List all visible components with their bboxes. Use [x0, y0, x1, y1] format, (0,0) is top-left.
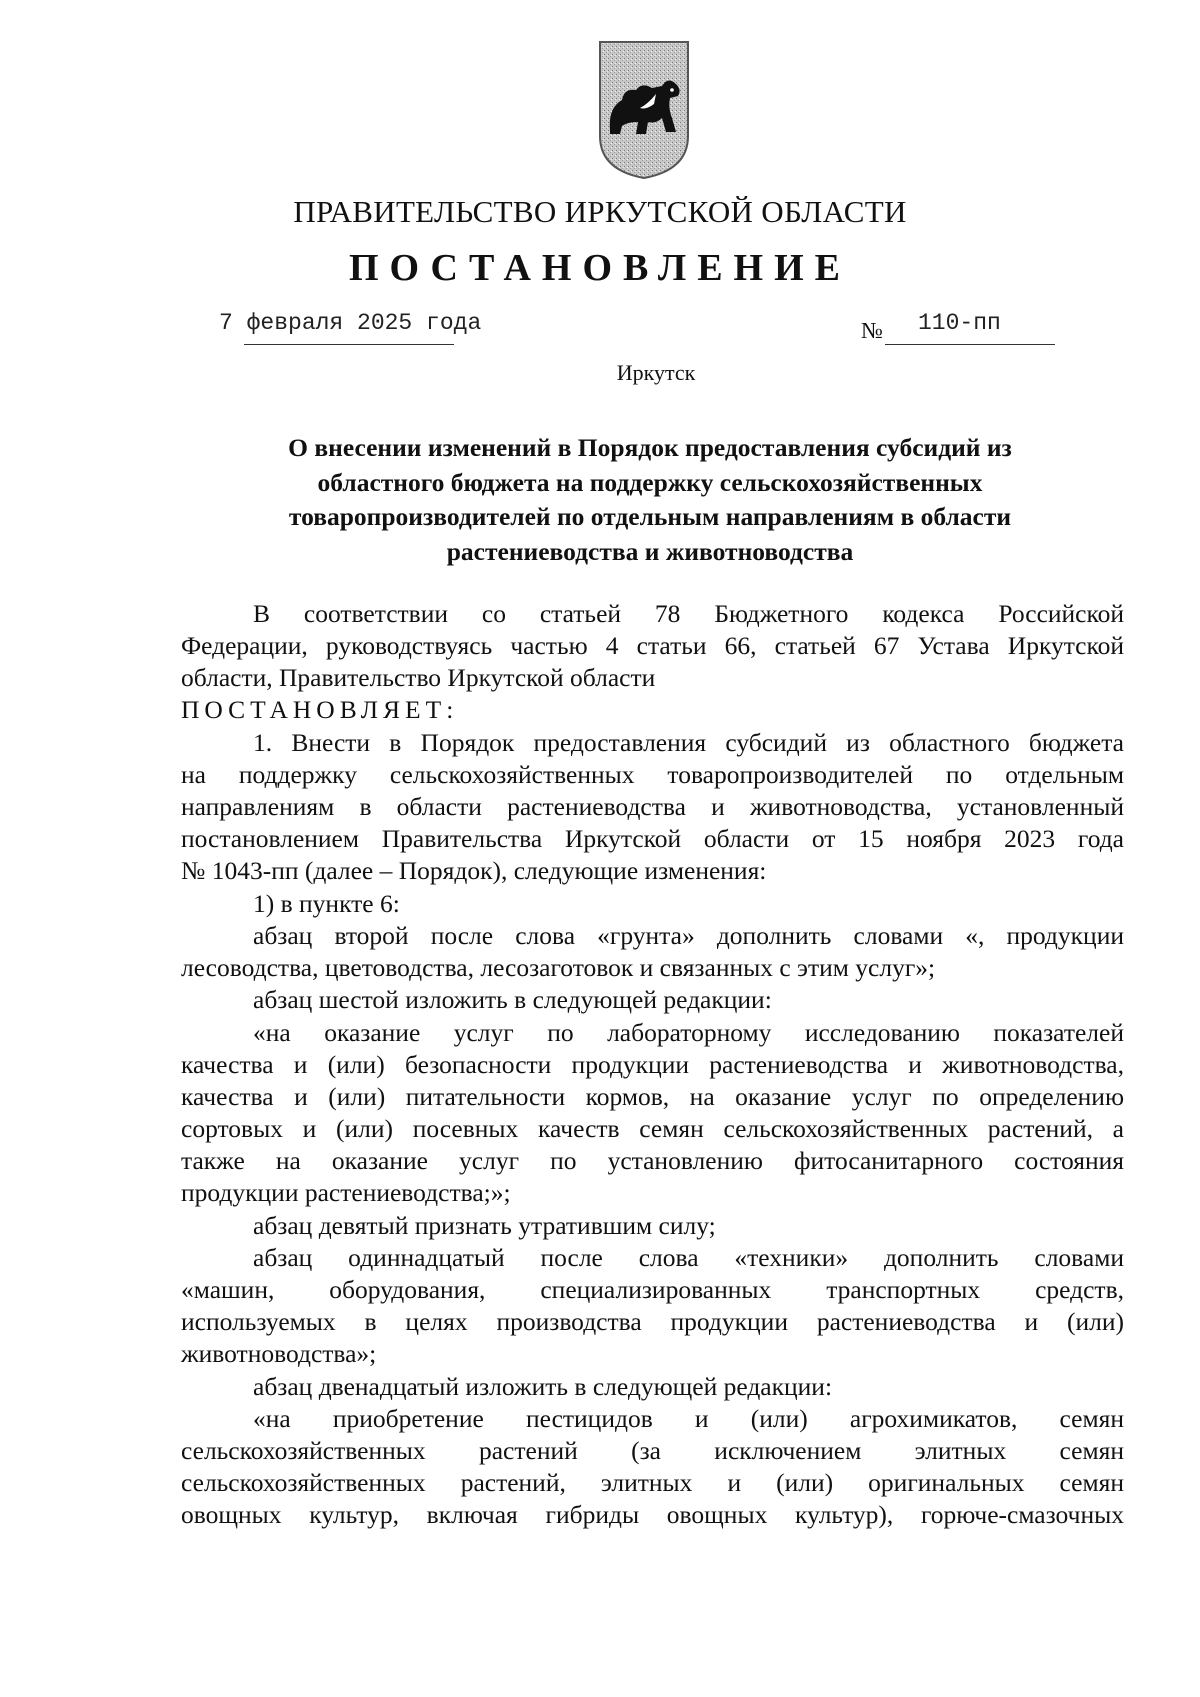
subject-line: О внесении изменений в Порядок предоставления субсидий из [288, 433, 1012, 462]
date-underline [244, 344, 454, 345]
document-type-title: ПОСТАНОВЛЕНИЕ [348, 247, 852, 289]
body-line: абзац шестой изложить в следующей редакции: [253, 985, 772, 1014]
body-line: «на оказание услуг по лабораторному исследованию показателей [253, 1018, 1124, 1047]
document-number: 110-пп [918, 310, 1001, 336]
body-line: «машин, оборудования, специализированных транспортных средств, [181, 1275, 1124, 1304]
body-line: постановлением Правительства Иркутской области от 15 ноября 2023 года [181, 824, 1124, 853]
resolves-heading: ПОСТАНОВЛЯЕТ: [181, 695, 459, 724]
preamble-line: области, Правительство Иркутской области [181, 663, 656, 692]
body-line: качества и (или) питательности кормов, на оказание услуг по определению [181, 1082, 1124, 1111]
body-line: также на оказание услуг по установлению фитосанитарного состояния [181, 1146, 1124, 1175]
body-line: 1. Внести в Порядок предоставления субсидий из областного бюджета [253, 728, 1124, 757]
document-date: 7 февраля 2025 года [219, 310, 482, 336]
subject-line: товаропроизводителей по отдельным направлениям в области [288, 502, 1012, 531]
body-line: сельскохозяйственных растений (за исключением элитных семян [181, 1436, 1124, 1465]
body-line: овощных культур, включая гибриды овощных культур), горюче-смазочных [181, 1500, 1124, 1529]
body-line: «на приобретение пестицидов и (или) агрохимикатов, семян [253, 1404, 1124, 1433]
preamble-line: Федерации, руководствуясь частью 4 статьи 66, статьей 67 Устава Иркутской [181, 631, 1124, 660]
number-underline [885, 344, 1055, 345]
body-line: абзац девятый признать утратившим силу; [253, 1211, 716, 1240]
body-line: продукции растениеводства;»; [181, 1178, 511, 1207]
body-line: животноводства»; [181, 1339, 377, 1368]
government-title: ПРАВИТЕЛЬСТВО ИРКУТСКОЙ ОБЛАСТИ [293, 194, 907, 229]
number-sign: № [861, 318, 883, 343]
body-line: абзац двенадцатый изложить в следующей редакции: [253, 1372, 833, 1401]
body-line: качества и (или) безопасности продукции растениеводства и животноводства, [181, 1050, 1124, 1079]
body-line: абзац второй после слова «грунта» дополнить словами «, продукции [253, 921, 1124, 950]
body-line: абзац одиннадцатый после слова «техники» дополнить словами [253, 1243, 1124, 1272]
irkutsk-coat-of-arms-icon [596, 38, 692, 180]
subject-line: растениеводства и животноводства [446, 536, 854, 566]
preamble-line: В соответствии со статьей 78 Бюджетного кодекса Российской [253, 599, 1124, 628]
body-line: используемых в целях производства продукции растениеводства и (или) [181, 1307, 1124, 1336]
body-line: 1) в пункте 6: [253, 889, 400, 918]
document-city: Иркутск [616, 360, 696, 385]
body-line: сортовых и (или) посевных качеств семян сельскохозяйственных растений, а [181, 1114, 1124, 1143]
document-subject [230, 431, 1070, 569]
subject-line: областного бюджета на поддержку сельскохозяйственных [317, 467, 983, 497]
body-line: лесоводства, цветоводства, лесозаготовок и связанных с этим услуг»; [181, 953, 936, 982]
body-line: № 1043-пп (далее – Порядок), следующие изменения: [181, 856, 767, 885]
body-line: сельскохозяйственных растений, элитных и (или) оригинальных семян [181, 1468, 1124, 1497]
body-line: направлениям в области растениеводства и животноводства, установленный [181, 792, 1124, 821]
body-line: на поддержку сельскохозяйственных товаропроизводителей по отдельным [181, 760, 1124, 789]
